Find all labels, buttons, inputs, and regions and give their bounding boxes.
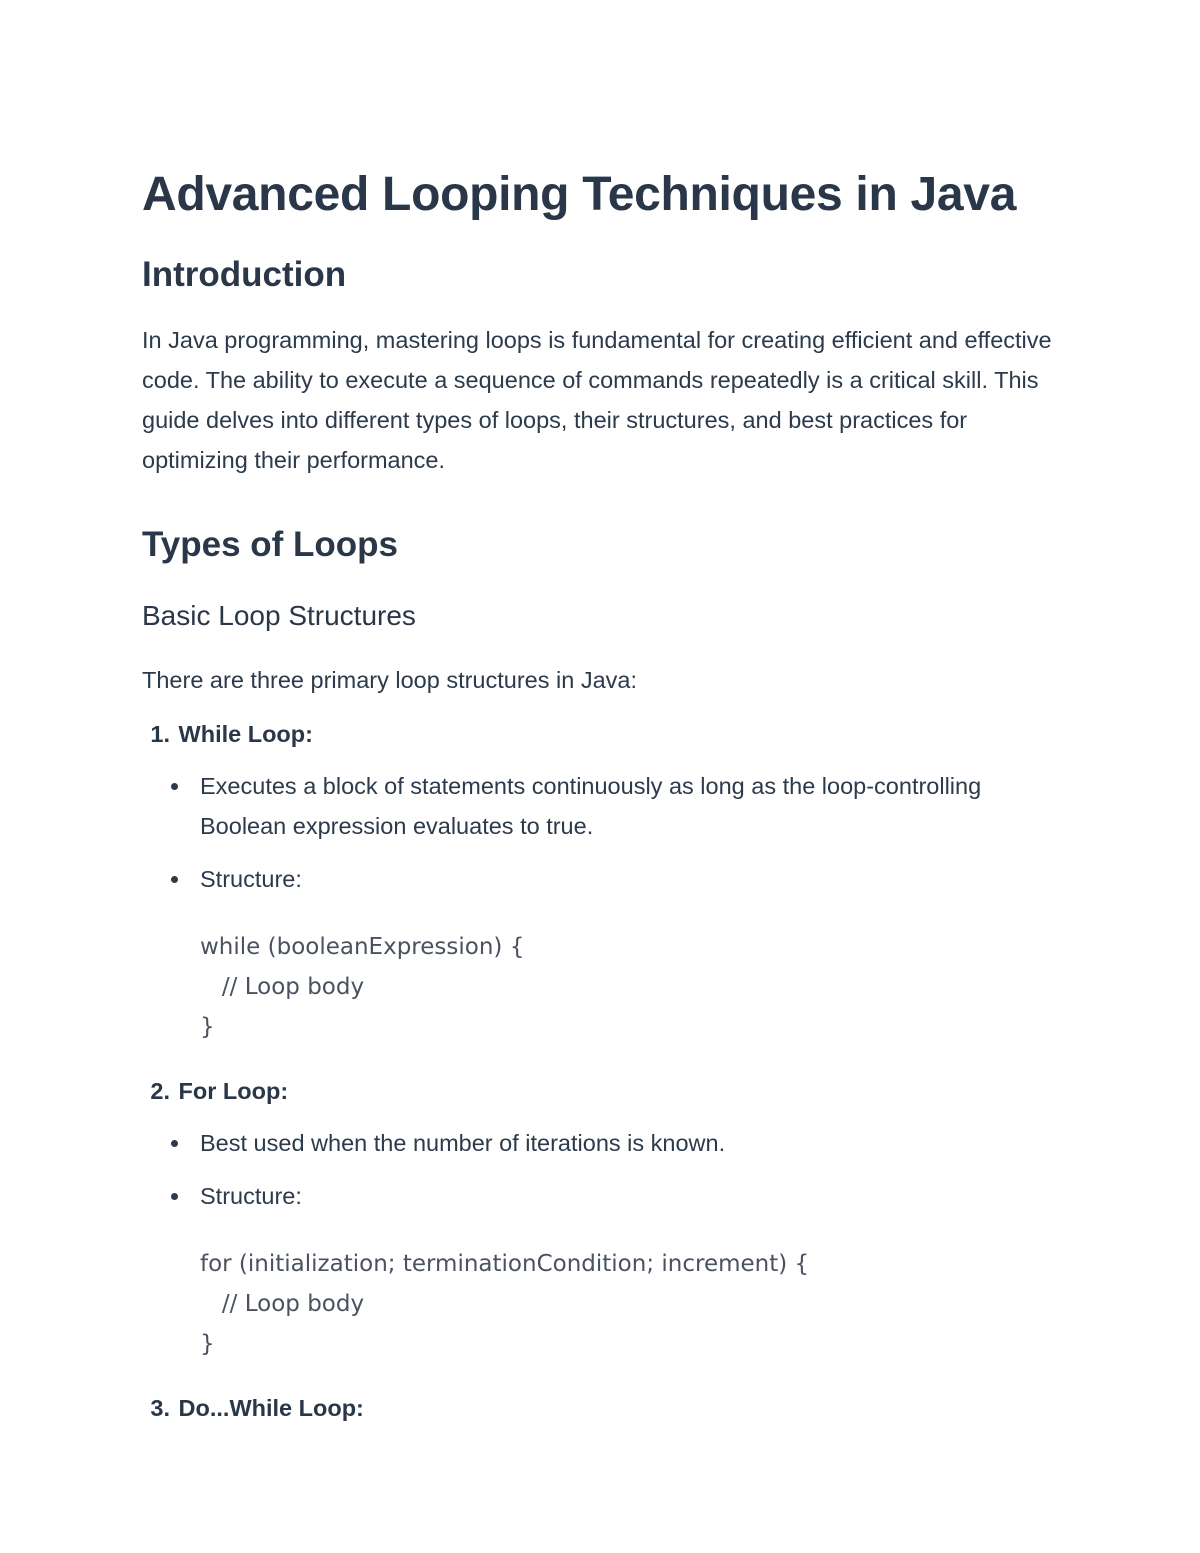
list-number: 3. <box>150 1395 170 1421</box>
bullet-icon <box>171 1140 178 1147</box>
bullet-icon <box>171 1193 178 1200</box>
structure-label: Structure: <box>200 1183 302 1209</box>
while-loop-code: while (booleanExpression) { // Loop body } <box>200 934 525 1040</box>
loop-name: For Loop: <box>178 1078 289 1104</box>
introduction-heading: Introduction <box>142 255 347 294</box>
basic-loop-structures-heading: Basic Loop Structures <box>142 600 416 631</box>
while-loop-points <box>142 766 1062 899</box>
structure-label: Structure: <box>200 866 302 892</box>
list-item-while-loop <box>142 716 1062 1047</box>
loop-description: Best used when the number of iterations is known. <box>200 1130 726 1156</box>
list-item <box>200 766 1062 846</box>
types-of-loops-heading: Types of Loops <box>142 525 399 564</box>
page-title: Advanced Looping Techniques in Java <box>142 168 1017 221</box>
for-loop-code: for (initialization; terminationCondition; increment) { // Loop body } <box>200 1251 810 1357</box>
loop-name: Do...While Loop: <box>178 1395 364 1421</box>
bullet-icon <box>171 783 178 790</box>
loop-structures-lead: There are three primary loop structures in Java: <box>142 667 638 693</box>
document-page <box>142 166 1062 1426</box>
for-loop-heading <box>142 1073 1062 1109</box>
list-number: 2. <box>150 1078 170 1104</box>
loop-name: While Loop: <box>178 721 313 747</box>
loop-types-list <box>142 716 1062 1426</box>
list-item <box>200 1123 1062 1163</box>
list-item-for-loop <box>142 1073 1062 1364</box>
do-while-loop-heading <box>142 1390 1062 1426</box>
list-item <box>200 1176 1062 1216</box>
list-number: 1. <box>150 721 170 747</box>
for-loop-points <box>142 1123 1062 1216</box>
bullet-icon <box>171 876 178 883</box>
introduction-paragraph: In Java programming, mastering loops is fundamental for creating efficient and effective code. The ability to execute a sequence of commands repeatedly is a critical skill. This guide delves into different types of loops, their structures, and best practices for optimizing their performance. <box>142 327 1052 473</box>
list-item <box>200 859 1062 899</box>
loop-description: Executes a block of statements continuously as long as the loop-controlling Boolean expression evaluates to true. <box>200 773 982 839</box>
while-loop-heading <box>142 716 1062 752</box>
list-item-do-while-loop <box>142 1390 1062 1426</box>
